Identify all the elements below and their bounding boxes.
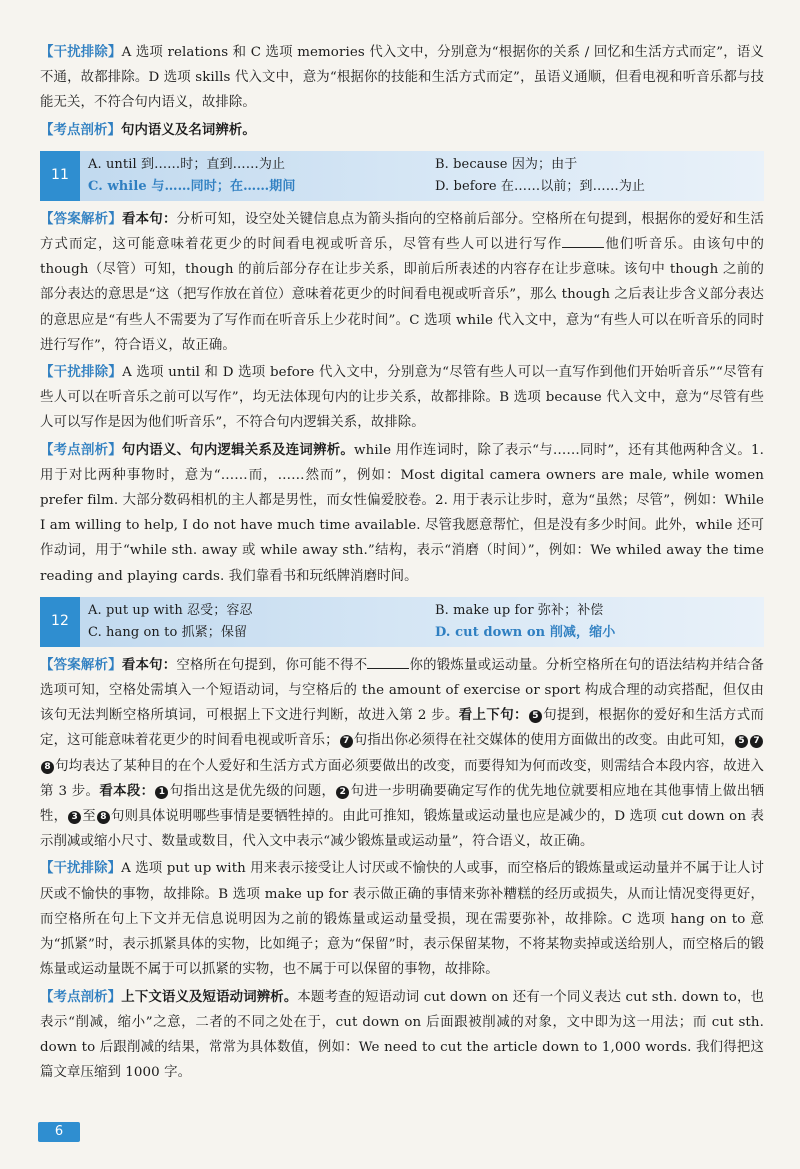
sentence-marker: 7 [340, 735, 353, 748]
section-tag: 【考点剖析】 [40, 989, 122, 1005]
question-12-options [40, 597, 764, 647]
sentence-marker: 8 [41, 761, 54, 774]
para-distractor-12 [40, 856, 764, 982]
option-c-correct: C. while 与……同时；在……期间 [88, 178, 296, 194]
para-answer-11 [40, 207, 764, 358]
lead-text: 看上下句： [458, 707, 528, 724]
para-text: 本题考查的短语动词 cut down on 还有一个同义表达 cut sth. down to，也表示“削减，缩小”之意，二者的不同之处在于，cut down on 后面跟被削减的对象，文中即为这一用法；而 cut sth. down to 后跟削减的结果，常常为具体数值，例如：We need to cut the article down to 1,000 words. 我们得把这篇文章压缩到 1000 字。 [40, 989, 764, 1081]
para-distractor-10 [40, 40, 764, 116]
content [40, 40, 764, 1087]
sentence-marker: 8 [97, 811, 110, 824]
para-text: 句均表达了某种目的在个人爱好和生活方式方面必须要做出的改变，而要得知为何而改变，则需结合本段内容，故进入第 3 步。 [40, 758, 764, 799]
option-a: A. until 到……时；直到……为止 [88, 156, 286, 172]
section-tag: 【干扰排除】 [40, 45, 122, 60]
bold-text: 句内语义、句内逻辑关系及连词辨析。 [121, 441, 355, 458]
para-text: 句进一步明确要确定写作的优先地位就要相应地在其他事情上做出牺牲， [40, 783, 765, 825]
section-tag: 【考点剖析】 [40, 442, 122, 458]
sentence-marker: 2 [336, 786, 349, 799]
sentence-marker: 5 [529, 710, 542, 723]
option-grid [80, 597, 764, 647]
para-text: while 用作连词时，除了表示“与……同时”，还有其他两种含义。1. 用于对比两种事物时，意为“……而，……然而”，例如：Most digital camera owners are male, while women prefer film. 大部分数码相机的主人都是男性，而女性偏爱胶卷。2. 用于表示让步时，意为“虽然；尽管”，例如：While I am willing to help, I do not have much time available. 尽管我愿意帮忙，但是没有多少时间。此外，while 还可作动词，用于“while sth. away 或 while away sth.”结构，表示“消磨（时间）”，例如：We whiled away the time reading and playing cards. 我们靠看书和玩纸牌消磨时间。 [40, 442, 764, 584]
section-tag: 【干扰排除】 [40, 365, 123, 381]
para-text: 句则具体说明哪些事情是要牺牲掉的。由此可推知，锻炼量或运动量也应是减少的，D 选项 cut down on 表示削减或缩小尺寸、数量或数目，代入文中表示“减少锻炼量或运动量”，符合语义，故正确。 [40, 809, 764, 850]
para-distractor-11 [40, 360, 764, 436]
blank-line [562, 232, 604, 248]
para-text: 句指出你必须得在社交媒体的使用方面做出的改变。由此可知， [353, 733, 734, 749]
section-tag: 【答案解析】 [40, 657, 122, 673]
para-text: A 选项 relations 和 C 选项 memories 代入文中，分别意为“根据你的关系 / 回忆和生活方式而定”，语义不通，故都排除。D 选项 skills 代入文中，意为“根据你的技能和生活方式而定”，虽语义通顺，但看电视和听音乐都与技能无关，不符合句内语义，故排除。 [40, 45, 764, 111]
para-text: 句指出这是优先级的问题， [169, 783, 336, 799]
section-tag: 【答案解析】 [40, 211, 122, 227]
para-text: 你的锻炼量或运动量。分析空格所在句的语法结构并结合备选项可知，空格处需填入一个短语动词，与空格后的 the amount of exercise or sport 构成合理的动宾搭配，但仅由该句无法判断空格所填词，可根据上下文进行判断，故进入第 2 步。 [40, 657, 764, 724]
section-tag: 【干扰排除】 [40, 861, 122, 877]
question-11-options [40, 151, 764, 201]
para-text: 句提到，根据你的爱好和生活方式而定，这可能意味着花更少的时间看电视或听音乐； [40, 708, 765, 749]
bold-text: 上下文语义及短语动词辨析。 [121, 988, 298, 1005]
blank-line [367, 653, 409, 669]
section-tag: 【考点剖析】 [40, 122, 121, 138]
sentence-marker: 1 [155, 786, 168, 799]
para-text: 句内语义及名词辨析。 [120, 121, 256, 138]
option-d-correct: D. cut down on 削减，缩小 [435, 624, 616, 640]
para-analysis-10 [40, 118, 764, 143]
lead-text: 看本句： [121, 210, 177, 227]
para-text: 分析可知，设空处关键信息点为箭头指向的空格前后部分。空格所在句提到，根据你的爱好和生活方式而定，这可能意味着花更少的时间看电视或听音乐，尽管有些人可以进行写作 [40, 211, 764, 253]
lead-text: 看本句： [121, 656, 177, 673]
para-analysis-11 [40, 438, 764, 589]
sentence-marker: 3 [68, 811, 81, 824]
option-b: B. because 因为；由于 [435, 156, 578, 172]
para-text: A 选项 until 和 D 选项 before 代入文中，分别意为“尽管有些人可以一直写作到他们开始听音乐”“尽管有些人可以在听音乐之前可以写作”，均无法体现句内的让步关系，故都排除。B 选项 because 代入文中，意为“尽管有些人可以写作是因为他们听音乐”，不符合句内逻辑关系，故排除。 [40, 365, 764, 431]
option-grid [80, 151, 764, 201]
option-c: C. hang on to 抓紧；保留 [88, 624, 248, 640]
option-a: A. put up with 忍受；容忍 [88, 602, 253, 618]
question-number: 11 [40, 151, 80, 201]
question-number: 12 [40, 597, 80, 647]
sentence-marker: 7 [750, 735, 763, 748]
para-text: A 选项 put up with 用来表示接受让人讨厌或不愉快的人或事，而空格后的锻炼量或运动量并不属于让人讨厌或不愉快的事物，故排除。B 选项 make up for 表示做正确的事情来弥补糟糕的经历或损失，从而让情况变得更好，而空格所在句上下文并无信息说明因为之前的锻炼量或运动量受损，现在需要弥补，故排除。C 选项 hang on to 意为“抓紧”时，表示抓紧具体的实物，比如绳子；意为“保留”时，表示保留某物，不将某物卖掉或送给别人，而空格后的锻炼量或运动量既不属于可以抓紧的实物，也不属于可以保留的事物，故排除。 [40, 861, 764, 978]
option-b: B. make up for 弥补；补偿 [435, 602, 604, 618]
para-text: 至 [82, 809, 96, 825]
sentence-marker: 5 [735, 735, 748, 748]
para-answer-12 [40, 653, 764, 855]
para-analysis-12 [40, 985, 764, 1086]
option-d: D. before 在……以前；到……为止 [435, 178, 646, 194]
page-number: 6 [38, 1122, 80, 1142]
para-text: 他们听音乐。由该句中的 though（尽管）可知，though 的前后部分存在让步关系，即前后所表述的内容存在让步意味。该句中 though 之前的部分表达的意思是“这（把写作放在首位）意味着花更少的时间看电视或听音乐”，那么 though 之后表让步含义部分表达的意思应是“有些人不需要为了写作而在听音乐上少花时间”。C 选项 while 代入文中，意为“有些人可以在听音乐的同时进行写作”，符合语义，故正确。 [40, 237, 764, 353]
lead-text: 看本段： [99, 782, 155, 799]
para-text: 空格所在句提到，你可能不得不 [176, 657, 368, 673]
